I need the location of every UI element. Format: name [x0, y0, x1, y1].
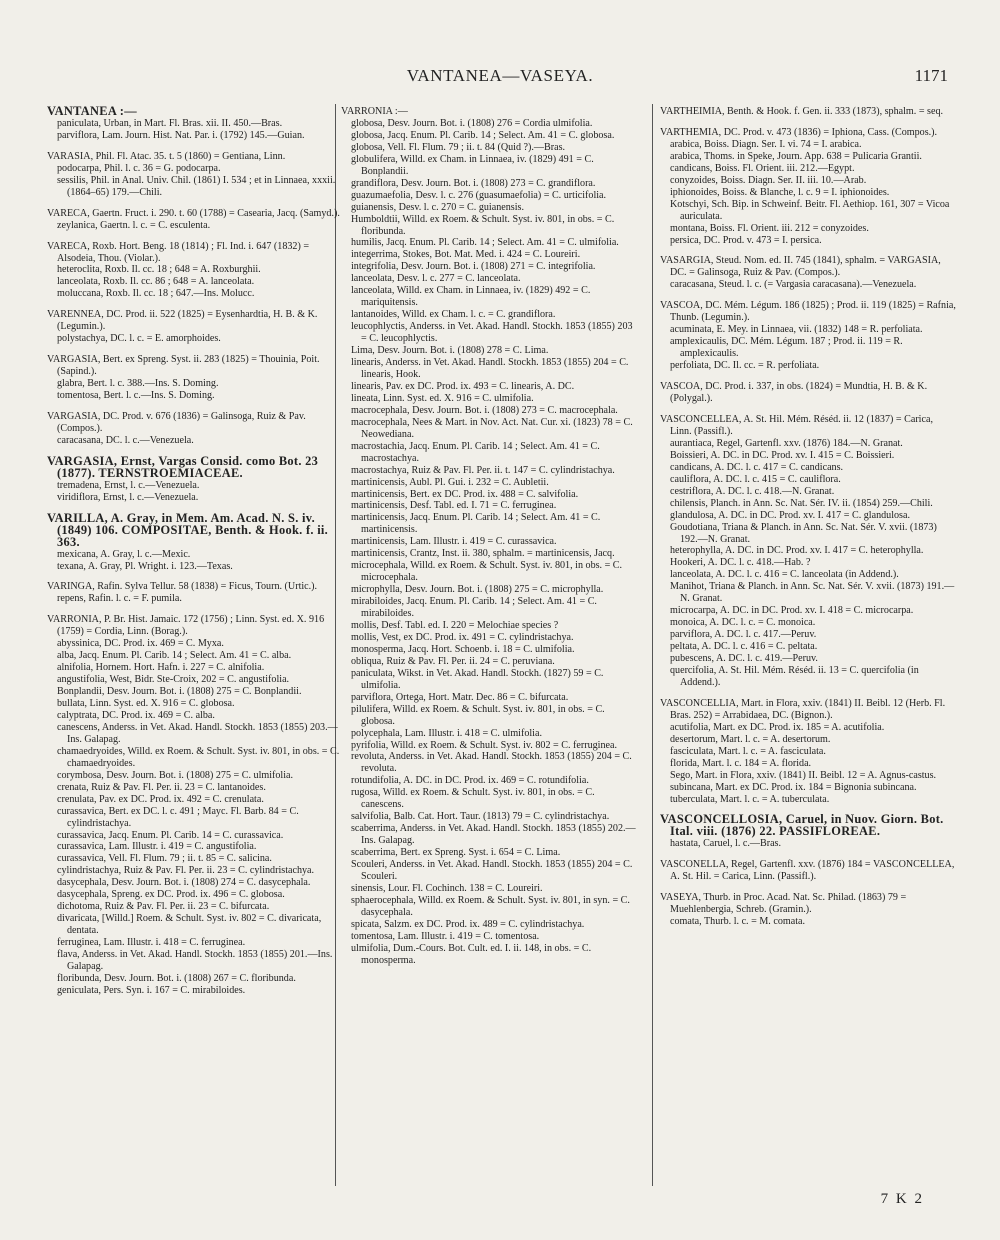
species-entry: candicans, A. DC. l. c. 417 = C. candicans.: [670, 461, 844, 473]
genus-entry: VASCOA, DC. Prod. i. 337, in obs. (1824) = Mundtia, H. B. & K. (Polygal.).: [660, 381, 928, 405]
page-header: [0, 66, 1000, 90]
species-entry: leucophlyctis, Anderss. in Vet. Akad. Handl. Stockh. 1853 (1855) 203 = C. leucophlyctis.: [351, 321, 633, 345]
species-entry: cauliflora, A. DC. l. c. 415 = C. cauliflora.: [670, 473, 841, 485]
genus-entry: VASARGIA, Steud. Nom. ed. II. 745 (1841), sphalm. = VARGASIA, DC. = Galinsoga, Ruiz & Pav. (Compos.).: [660, 255, 941, 279]
species-entry: quercifolia, A. St. Hil. Mém. Réséd. ii. 13 = C. quercifolia (in Addend.).: [670, 664, 919, 688]
species-entry: repens, Rafin. l. c. = F. pumila.: [57, 593, 182, 605]
signature-mark: 7 K 2: [880, 1191, 924, 1207]
species-entry: macrocephala, Nees & Mart. in Nov. Act. Nat. Cur. xi. (1823) 78 = C. Neowediana.: [351, 416, 633, 440]
species-entry: parviflora, A. DC. l. c. 417.—Peruv.: [670, 629, 817, 641]
genus-entry: VARGASIA, Bert. ex Spreng. Syst. ii. 283 (1825) = Thouinia, Poit. (Sapind.).: [47, 354, 320, 378]
page-title: VANTANEA—VASEYA.: [406, 66, 594, 85]
species-entry: microphylla, Desv. Journ. Bot. i. (1808) 275 = C. microphylla.: [351, 584, 604, 596]
species-entry: Goudotiana, Triana & Planch. in Ann. Sc. Nat. Sér. V. xvii. (1873) 192.—N. Granat.: [670, 521, 937, 545]
genus-entry: VASCONCELLIA, Mart. in Flora, xxiv. (1841) II. Beibl. 12 (Herb. Fl. Bras. 252) = Arrabidaea, DC. (Bignon.).: [660, 697, 946, 721]
species-entry: curassavica, Lam. Illustr. i. 419 = C. angustifolia.: [57, 841, 257, 853]
species-entry: mirabiloides, Jacq. Enum. Pl. Carib. 14 ; Select. Am. 41 = C. mirabiloides.: [351, 596, 597, 620]
species-entry: candicans, Boiss. Fl. Orient. iii. 212.—Egypt.: [670, 162, 855, 174]
species-entry: arabica, Boiss. Diagn. Ser. I. vi. 74 = I. arabica.: [670, 138, 862, 150]
species-entry: pilulifera, Willd. ex Roem. & Schult. Syst. iv. 801, in obs. = C. globosa.: [351, 703, 605, 727]
species-entry: martinicensis, Bert. ex DC. Prod. ix. 488 = C. salvifolia.: [351, 488, 579, 500]
species-entry: revoluta, Anderss. in Vet. Akad. Handl. Stockh. 1853 (1855) 204 = C. revoluta.: [351, 751, 632, 775]
species-entry: sinensis, Lour. Fl. Cochinch. 138 = C. Loureiri.: [351, 882, 543, 894]
species-entry: integerrima, Stokes, Bot. Mat. Med. i. 424 = C. Loureiri.: [351, 249, 581, 261]
species-entry: texana, A. Gray, Pl. Wright. i. 123.—Texas.: [57, 560, 233, 572]
genus-entry: VARGASIA, Ernst, Vargas Consid. como Bot. 23 (1877). TERNSTROEMIACEAE.: [47, 453, 319, 480]
species-entry: Boissieri, A. DC. in DC. Prod. xv. I. 415 = C. Boissieri.: [670, 449, 895, 461]
species-entry: globosa, Jacq. Enum. Pl. Carib. 14 ; Select. Am. 41 = C. globosa.: [351, 129, 615, 141]
species-entry: heterophylla, A. DC. in DC. Prod. xv. I. 417 = C. heterophylla.: [670, 545, 924, 557]
genus-entry: VASCONCELLEA, A. St. Hil. Mém. Réséd. ii. 12 (1837) = Carica, Linn. (Passifl.).: [660, 413, 933, 437]
species-entry: paniculata, Wikst. in Vet. Akad. Handl. Stockh. (1827) 59 = C. ulmifolia.: [351, 667, 604, 691]
species-entry: lantanoides, Willd. ex Cham. l. c. = C. grandiflora.: [351, 309, 556, 321]
species-entry: viridiflora, Ernst, l. c.—Venezuela.: [57, 491, 199, 503]
species-entry: polycephala, Lam. Illustr. i. 418 = C. ulmifolia.: [351, 727, 542, 739]
species-entry: arabica, Thoms. in Speke, Journ. App. 638 = Pulicaria Grantii.: [670, 150, 922, 162]
species-entry: persica, DC. Prod. v. 473 = I. persica.: [670, 234, 822, 246]
species-entry: chamaedryoides, Willd. ex Roem. & Schult. Syst. iv. 801, in obs. = C. chamaedryoides.: [57, 745, 340, 769]
species-entry: cestriflora, A. DC. l. c. 418.—N. Granat.: [670, 485, 835, 497]
species-entry: geniculata, Pers. Syn. i. 167 = C. mirabiloides.: [57, 984, 246, 996]
species-entry: mollis, Vest, ex DC. Prod. ix. 491 = C. cylindristachya.: [351, 631, 574, 643]
species-entry: macrostachia, Jacq. Enum. Pl. Carib. 14 ; Select. Am. 41 = C. macrostachya.: [351, 440, 600, 464]
species-entry: perfoliata, DC. Il. cc. = R. perfoliata.: [670, 360, 820, 372]
column-left: [47, 106, 347, 997]
species-entry: scaberrima, Bert. ex Spreng. Syst. i. 654 = C. Lima.: [351, 847, 561, 859]
species-entry: martinicensis, Jacq. Enum. Pl. Carib. 14 ; Select. Am. 41 = C. martinicensis.: [351, 512, 601, 536]
species-entry: subincana, Mart. ex DC. Prod. ix. 184 = Bignonia subincana.: [670, 781, 917, 793]
species-entry: crenata, Ruiz & Pav. Fl. Per. ii. 23 = C. lantanoides.: [57, 781, 266, 793]
species-entry: alnifolia, Hornem. Hort. Hafn. i. 227 = C. alnifolia.: [57, 662, 265, 674]
species-entry: Humboldtii, Willd. ex Roem. & Schult. Syst. iv. 801, in obs. = C. floribunda.: [351, 213, 615, 237]
species-entry: tomentosa, Lam. Illustr. i. 419 = C. tomentosa.: [351, 930, 540, 942]
species-entry: spicata, Salzm. ex DC. Prod. ix. 489 = C. cylindristachya.: [351, 918, 585, 930]
species-entry: curassavica, Bert. ex DC. l. c. 491 ; Mayc. Fl. Barb. 84 = C. cylindristachya.: [57, 805, 299, 829]
species-entry: flava, Anderss. in Vet. Akad. Handl. Stockh. 1853 (1855) 201.—Ins. Galapag.: [57, 949, 333, 972]
species-entry: moluccana, Roxb. Il. cc. 18 ; 647.—Ins. Molucc.: [57, 288, 255, 300]
species-entry: caracasana, Steud. l. c. (= Vargasia caracasana).—Venezuela.: [670, 279, 917, 291]
species-entry: martinicensis, Crantz, Inst. ii. 380, sphalm. = martinicensis, Jacq.: [351, 548, 615, 560]
species-entry: scaberrima, Anderss. in Vet. Akad. Handl. Stockh. 1853 (1855) 202.—Ins. Galapag.: [351, 823, 636, 847]
species-entry: dasycephala, Desv. Journ. Bot. i. (1808) 274 = C. dasycephala.: [57, 877, 311, 889]
species-entry: microcarpa, A. DC. in DC. Prod. xv. I. 418 = C. microcarpa.: [670, 605, 914, 617]
species-entry: hastata, Caruel, l. c.—Bras.: [670, 838, 781, 850]
species-entry: monoica, A. DC. l. c. = C. monoica.: [670, 617, 816, 629]
species-entry: abyssinica, DC. Prod. ix. 469 = C. Myxa.: [57, 638, 224, 650]
species-entry: macrostachya, Ruiz & Pav. Fl. Per. ii. t. 147 = C. cylindristachya.: [351, 464, 615, 476]
species-entry: sessilis, Phil. in Anal. Univ. Chil. (1861) I. 534 ; et in Linnaea, xxxii. (1864–65) 179.—Chili.: [57, 174, 336, 198]
species-entry: integrifolia, Desv. Journ. Bot. i. (1808) 271 = C. integrifolia.: [351, 261, 596, 273]
species-entry: conyzoides, Boiss. Diagn. Ser. II. iii. 10.—Arab.: [670, 174, 867, 186]
species-entry: canescens, Anderss. in Vet. Akad. Handl. Stockh. 1853 (1855) 203.—Ins. Galapag.: [57, 721, 338, 745]
species-entry: Sego, Mart. in Flora, xxiv. (1841) II. Beibl. 12 = A. Agnus-castus.: [670, 769, 937, 781]
genus-entry: VARTHEMIA, DC. Prod. v. 473 (1836) = Iphiona, Cass. (Compos.).: [660, 126, 938, 138]
species-entry: lanceolata, Desv. l. c. 277 = C. lanceolata.: [351, 273, 521, 285]
genus-entry: VARRONIA :—: [341, 106, 408, 117]
species-entry: monosperma, Jacq. Hort. Schoenb. i. 18 = C. ulmifolia.: [351, 643, 575, 655]
species-entry: ferruginea, Lam. Illustr. i. 418 = C. ferruginea.: [57, 937, 246, 949]
species-entry: cylindristachya, Ruiz & Pav. Fl. Per. ii. 23 = C. cylindristachya.: [57, 865, 315, 877]
species-entry: lanceolata, Roxb. Il. cc. 86 ; 648 = A. lanceolata.: [57, 276, 255, 288]
species-entry: glabra, Bert. l. c. 388.—Ins. S. Doming.: [57, 378, 219, 390]
species-entry: martinicensis, Desf. Tabl. ed. I. 71 = C. ferruginea.: [351, 500, 557, 512]
species-entry: bullata, Linn. Syst. ed. X. 916 = C. globosa.: [57, 698, 235, 710]
genus-entry: VARENNEA, DC. Prod. ii. 522 (1825) = Eysenhardtia, H. B. & K. (Legumin.).: [47, 309, 318, 333]
species-entry: linearis, Pav. ex DC. Prod. ix. 493 = C. linearis, A. DC.: [351, 380, 575, 392]
species-entry: guazumaefolia, Desv. l. c. 276 (guasumaefolia) = C. urticifolia.: [351, 189, 607, 201]
species-entry: linearis, Anderss. in Vet. Akad. Handl. Stockh. 1853 (1855) 204 = C. linearis, Hook.: [351, 357, 629, 380]
species-entry: humilis, Jacq. Enum. Pl. Carib. 14 ; Select. Am. 41 = C. ulmifolia.: [351, 237, 619, 249]
species-entry: Manihot, Triana & Planch. in Ann. Sc. Nat. Sér. V. xvii. (1873) 191.—N. Granat.: [670, 581, 955, 605]
species-entry: parviflora, Ortega, Hort. Matr. Dec. 86 = C. bifurcata.: [351, 691, 569, 703]
species-entry: paniculata, Urban, in Mart. Fl. Bras. xii. II. 450.—Bras.: [57, 117, 283, 129]
genus-entry: VARRONIA, P. Br. Hist. Jamaic. 172 (1756) ; Linn. Syst. ed. X. 916 (1759) = Cordia, Linn. (Borag.).: [47, 614, 325, 638]
column-right: [660, 106, 956, 928]
species-entry: globosa, Desv. Journ. Bot. i. (1808) 276 = Cordia ulmifolia.: [351, 117, 593, 129]
species-entry: iphionoides, Boiss. & Blanche, l. c. 9 = I. iphionoides.: [670, 186, 890, 198]
species-entry: tremadena, Ernst, l. c.—Venezuela.: [57, 479, 200, 491]
species-entry: floribunda, Desv. Journ. Bot. i. (1808) 267 = C. floribunda.: [57, 972, 296, 984]
species-entry: sphaerocephala, Willd. ex Roem. & Schult. Syst. iv. 801, in syn. = C. dasycephala.: [351, 894, 630, 918]
species-entry: Kotschyi, Sch. Bip. in Schweinf. Beitr. Fl. Aethiop. 161, 307 = Vicoa auriculata.: [670, 198, 950, 222]
species-entry: angustifolia, West, Bidr. Ste-Croix, 202 = C. angustifolia.: [57, 674, 290, 686]
genus-entry: VASEYA, Thurb. in Proc. Acad. Nat. Sc. Philad. (1863) 79 = Muehlenbergia, Schreb. (Gramin.).: [660, 892, 907, 916]
species-entry: heteroclita, Roxb. Il. cc. 18 ; 648 = A. Roxburghii.: [57, 264, 261, 276]
species-entry: tuberculata, Mart. l. c. = A. tuberculata.: [670, 793, 830, 805]
species-entry: obliqua, Ruiz & Pav. Fl. Per. ii. 24 = C. peruviana.: [351, 655, 555, 667]
species-entry: rotundifolia, A. DC. in DC. Prod. ix. 469 = C. rotundifolia.: [351, 775, 589, 787]
species-entry: lanceolata, A. DC. l. c. 416 = C. lanceolata (in Addend.).: [670, 569, 899, 581]
species-entry: divaricata, [Willd.] Roem. & Schult. Syst. iv. 802 = C. divaricata, dentata.: [57, 913, 322, 937]
species-entry: caracasana, DC. l. c.—Venezuela.: [57, 434, 194, 446]
species-entry: rugosa, Willd. ex Roem. & Schult. Syst. iv. 801, in obs. = C. canescens.: [351, 787, 595, 811]
species-entry: crenulata, Pav. ex DC. Prod. ix. 492 = C. crenulata.: [57, 793, 264, 805]
species-entry: dichotoma, Ruiz & Pav. Fl. Per. ii. 23 = C. bifurcata.: [57, 901, 270, 913]
species-entry: dasycephala, Spreng. ex DC. Prod. ix. 496 = C. globosa.: [57, 889, 285, 901]
species-entry: zeylanica, Gaertn. l. c. = C. esculenta.: [57, 219, 211, 231]
genus-entry: VARGASIA, DC. Prod. v. 676 (1836) = Galinsoga, Ruiz & Pav. (Compos.).: [47, 411, 306, 434]
species-entry: corymbosa, Desv. Journ. Bot. i. (1808) 275 = C. ulmifolia.: [57, 769, 294, 781]
species-entry: macrocephala, Desv. Journ. Bot. i. (1808) 273 = C. macrocephala.: [351, 404, 618, 416]
genus-entry: VASCONCELLOSIA, Caruel, in Nuov. Giorn. Bot. Ital. viii. (1876) 22. PASSIFLOREAE.: [660, 812, 944, 839]
genus-entry: VARTHEIMIA, Benth. & Hook. f. Gen. ii. 333 (1873), sphalm. = seq.: [660, 106, 944, 117]
page-number: 1171: [914, 66, 948, 85]
species-entry: amplexicaulis, DC. Mém. Légum. 187 ; Prod. ii. 119 = R. amplexicaulis.: [670, 336, 903, 360]
species-entry: florida, Mart. l. c. 184 = A. florida.: [670, 757, 812, 769]
genus-entry: VARECA, Gaertn. Fruct. i. 290. t. 60 (1788) = Casearia, Jacq. (Samyd.).: [47, 207, 340, 219]
species-entry: fasciculata, Mart. l. c. = A. fasciculata.: [670, 745, 826, 757]
species-entry: montana, Boiss. Fl. Orient. iii. 212 = conyzoides.: [670, 222, 869, 234]
species-entry: peltata, A. DC. l. c. 416 = C. peltata.: [670, 641, 818, 653]
species-entry: acutifolia, Mart. ex DC. Prod. ix. 185 = A. acutifolia.: [670, 721, 885, 733]
species-entry: Hookeri, A. DC. l. c. 418.—Hab. ?: [670, 557, 811, 569]
species-entry: desertorum, Mart. l. c. = A. desertorum.: [670, 733, 831, 745]
genus-entry: VARINGA, Rafin. Sylva Tellur. 58 (1838) = Ficus, Tourn. (Urtic.).: [47, 581, 318, 593]
species-entry: martinicensis, Lam. Illustr. i. 419 = C. curassavica.: [351, 536, 557, 548]
genus-entry: VARILLA, A. Gray, in Mem. Am. Acad. N. S. iv. (1849) 106. COMPOSITAE, Benth. & Hook. f. ii. 363.: [47, 510, 329, 549]
species-entry: globosa, Vell. Fl. Flum. 79 ; ii. t. 84 (Quid ?).—Bras.: [351, 141, 566, 153]
species-entry: acuminata, E. Mey. in Linnaea, vii. (1832) 148 = R. perfoliata.: [670, 324, 923, 336]
species-entry: curassavica, Vell. Fl. Flum. 79 ; ii. t. 85 = C. salicina.: [57, 853, 272, 865]
species-entry: grandiflora, Desv. Journ. Bot. i. (1808) 273 = C. grandiflora.: [351, 177, 596, 189]
species-entry: pyrifolia, Willd. ex Roem. & Schult. Syst. iv. 802 = C. ferruginea.: [351, 739, 618, 751]
species-entry: Lima, Desv. Journ. Bot. i. (1808) 278 = C. Lima.: [351, 345, 549, 357]
species-entry: chilensis, Planch. in Ann. Sc. Nat. Sér. IV. ii. (1854) 259.—Chili.: [670, 497, 933, 509]
genus-entry: VARASIA, Phil. Fl. Atac. 35. t. 5 (1860) = Gentiana, Linn.: [47, 150, 286, 162]
species-entry: Scouleri, Anderss. in Vet. Akad. Handl. Stockh. 1853 (1855) 204 = C. Scouleri.: [351, 859, 633, 882]
species-entry: pubescens, A. DC. l. c. 419.—Peruv.: [670, 653, 818, 665]
species-entry: polystachya, DC. l. c. = E. amorphoides.: [57, 333, 221, 345]
species-entry: microcephala, Willd. ex Roem. & Schult. Syst. iv. 801, in obs. = C. microcephala.: [351, 560, 623, 584]
species-entry: lanceolata, Willd. ex Cham. in Linnaea, iv. (1829) 492 = C. mariquitensis.: [351, 285, 591, 309]
column-middle: [341, 106, 639, 967]
species-entry: martinicensis, Aubl. Pl. Gui. i. 232 = C. Aubletii.: [351, 476, 549, 488]
genus-entry: VANTANEA :—: [47, 104, 137, 118]
species-entry: curassavica, Jacq. Enum. Pl. Carib. 14 = C. curassavica.: [57, 829, 284, 841]
species-entry: Bonplandii, Desv. Journ. Bot. i. (1808) 275 = C. Bonplandii.: [57, 686, 302, 698]
species-entry: calyptrata, DC. Prod. ix. 469 = C. alba.: [57, 709, 215, 721]
species-entry: alba, Jacq. Enum. Pl. Carib. 14 ; Select. Am. 41 = C. alba.: [57, 650, 292, 662]
species-entry: comata, Thurb. l. c. = M. comata.: [670, 916, 806, 928]
species-entry: glandulosa, A. DC. in DC. Prod. xv. I. 417 = C. glandulosa.: [670, 509, 910, 521]
species-entry: tomentosa, Bert. l. c.—Ins. S. Doming.: [57, 390, 215, 402]
species-entry: salvifolia, Balb. Cat. Hort. Taur. (1813) 79 = C. cylindristachya.: [351, 811, 610, 823]
genus-entry: VARECA, Roxb. Hort. Beng. 18 (1814) ; Fl. Ind. i. 647 (1832) = Alsodeia, Thou. (Violar.).: [47, 240, 310, 264]
column-rule: [652, 104, 653, 1186]
species-entry: guianensis, Desv. l. c. 270 = C. guianensis.: [351, 201, 524, 213]
species-entry: parviflora, Lam. Journ. Hist. Nat. Par. i. (1792) 145.—Guian.: [57, 129, 305, 141]
species-entry: aurantiaca, Regel, Gartenfl. xxv. (1876) 184.—N. Granat.: [670, 437, 903, 449]
genus-entry: VASCOA, DC. Mém. Légum. 186 (1825) ; Prod. ii. 119 (1825) = Rafnia, Thunb. (Legumin.).: [660, 300, 956, 324]
species-entry: mexicana, A. Gray, l. c.—Mexic.: [57, 548, 191, 560]
species-entry: mollis, Desf. Tabl. ed. I. 220 = Melochiae species ?: [351, 619, 559, 631]
genus-entry: VASCONELLA, Regel, Gartenfl. xxv. (1876) 184 = VASCONCELLEA, A. St. Hil. = Carica, Linn. (Passifl.).: [660, 859, 955, 883]
species-entry: lineata, Linn. Syst. ed. X. 916 = C. ulmifolia.: [351, 392, 534, 404]
species-entry: podocarpa, Phil. l. c. 36 = G. podocarpa.: [57, 162, 221, 174]
species-entry: globulifera, Willd. ex Cham. in Linnaea, iv. (1829) 491 = C. Bonplandii.: [351, 153, 594, 177]
species-entry: ulmifolia, Dum.-Cours. Bot. Cult. ed. I. ii. 148, in obs. = C. monosperma.: [351, 942, 592, 966]
